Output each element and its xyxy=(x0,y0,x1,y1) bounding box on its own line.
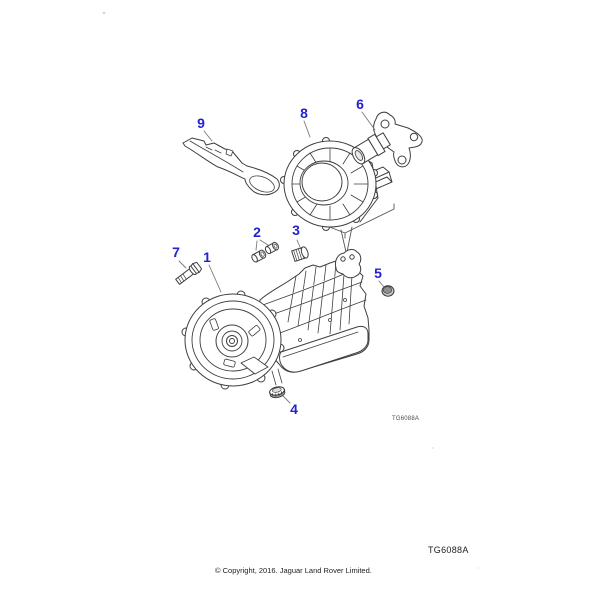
callout-5[interactable]: 5 xyxy=(374,265,382,281)
callout-1[interactable]: 1 xyxy=(203,249,211,265)
callout-3[interactable]: 3 xyxy=(292,222,300,238)
drain-plug-part-4 xyxy=(269,386,286,399)
output-flange-part xyxy=(349,112,422,167)
callout-9[interactable]: 9 xyxy=(197,115,205,131)
callout-6[interactable]: 6 xyxy=(356,96,364,112)
drawing-code-inline: TG6088A xyxy=(392,416,420,422)
copyright-text: © Copyright, 2016. Jaguar Land Rover Limited. xyxy=(215,566,372,575)
callout-7[interactable]: 7 xyxy=(172,244,180,260)
plug-pair-part-2 xyxy=(251,241,280,263)
heat-shield-part xyxy=(183,138,279,195)
callout-8[interactable]: 8 xyxy=(300,105,308,121)
callout-2[interactable]: 2 xyxy=(253,224,261,240)
transmission-part xyxy=(182,249,369,389)
bolt-part-7 xyxy=(174,261,202,286)
plug-part-3 xyxy=(292,246,310,262)
callout-4[interactable]: 4 xyxy=(290,401,298,417)
drawing-code-label: TG6088A xyxy=(428,545,469,555)
